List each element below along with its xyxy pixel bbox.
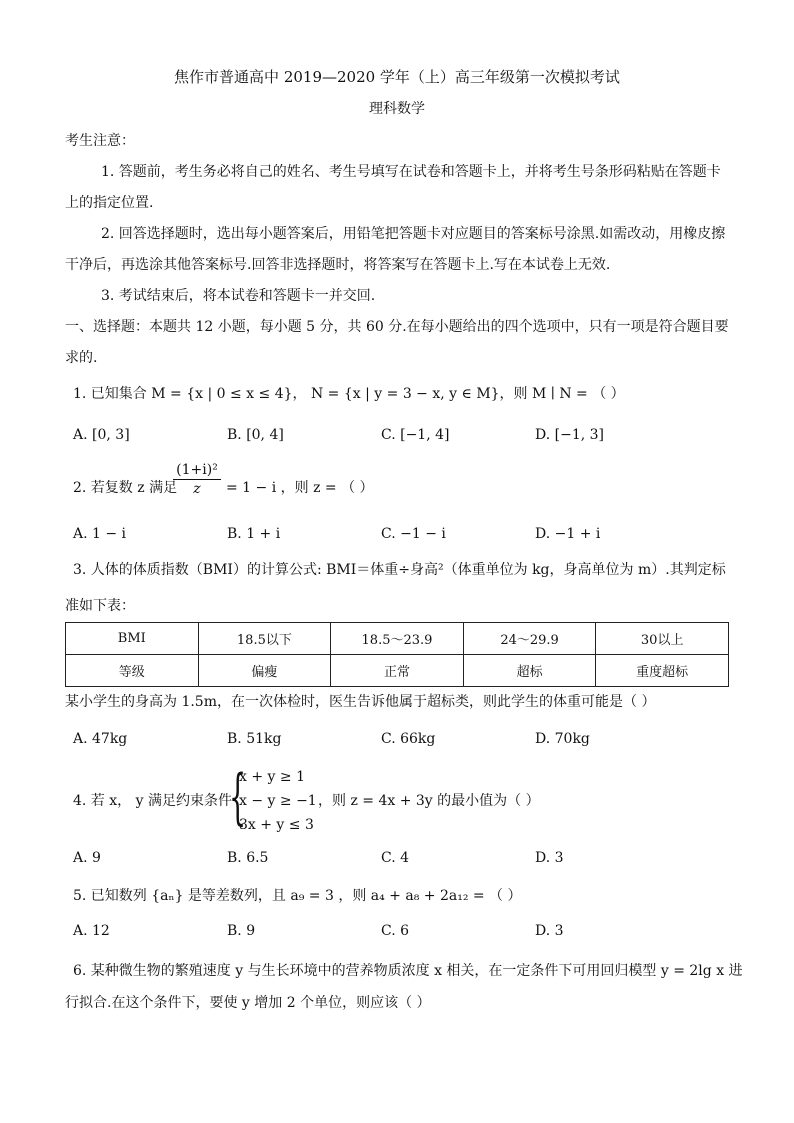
question-2-stem-prefix: 2. 若复数 z 满足 [73,480,178,496]
table-cell: 24～29.9 [463,623,596,655]
question-5-option-c: C. 6 [381,923,410,939]
question-5-option-d: D. 3 [535,923,564,939]
fraction-denominator: z [193,481,201,497]
question-1-stem: 1. 已知集合 M = {x | 0 ≤ x ≤ 4}， N = {x | y = 3 − x, y ∈ M}，则 M ∣ N = （ ） [73,386,625,402]
question-6-stem-line-1: 6. 某种微生物的繁殖速度 y 与生长环境中的营养物质浓度 x 相关，在一定条件下可用回归模型 y = 2lg x 进 [73,963,743,979]
question-2-option-a: A. 1 − i [73,526,127,542]
notice-item-3: 3. 考试结束后，将本试卷和答题卡一并交回. [101,288,376,304]
section-1-heading-line-1: 一、选择题：本题共 12 小题，每小题 5 分，共 60 分.在每小题给出的四个选项中，只有一项是符合题目要 [65,319,729,335]
question-2-stem-suffix: = 1 − i ，则 z = （ ） [226,480,374,496]
question-5-stem: 5. 已知数列 {aₙ} 是等差数列，且 a₉ = 3 ，则 a₄ + a₈ + 2a₁₂ = （ ） [73,888,522,904]
table-cell: 偏瘦 [198,655,331,687]
bmi-table [65,622,729,687]
question-5-option-a: A. 12 [73,923,110,939]
constraint-1: x + y ≥ 1 [239,769,305,785]
question-1-option-c: C. [−1, 4] [381,427,450,443]
table-cell: BMI [66,623,199,655]
fraction-numerator: (1+i)² [176,462,218,478]
notice-item-1-line-2: 上的指定位置. [65,195,154,211]
notice-item-2-line-1: 2. 回答选择题时，选出每小题答案后，用铅笔把答题卡对应题目的答案标号涂黑.如需改动，用橡皮擦 [101,226,726,242]
question-3-stem-line-2: 准如下表： [65,598,135,614]
question-1-option-d: D. [−1, 3] [535,427,604,443]
question-2-option-b: B. 1 + i [227,526,281,542]
question-3-option-b: B. 51kg [227,731,282,747]
table-cell: 等级 [66,655,199,687]
left-brace: { [229,762,247,832]
question-3-option-c: C. 66kg [381,731,436,747]
constraint-3: 3x + y ≤ 3 [239,817,314,833]
table-cell: 重度超标 [596,655,729,687]
question-4-option-d: D. 3 [535,850,564,866]
constraint-2: x − y ≥ −1 [239,793,317,809]
question-3-option-d: D. 70kg [535,731,590,747]
table-cell: 30以上 [596,623,729,655]
notice-item-2-line-2: 干净后，再选涂其他答案标号.回答非选择题时，将答案写在答题卡上.写在本试卷上无效. [65,257,611,273]
question-2-option-d: D. −1 + i [535,526,601,542]
exam-subtitle: 理科数学 [369,101,425,117]
question-5-option-b: B. 9 [227,923,256,939]
question-4-stem-suffix: ，则 z = 4x + 3y 的最小值为（ ） [318,793,540,809]
table-row [66,655,729,687]
question-4-option-a: A. 9 [73,850,101,866]
notice-heading: 考生注意： [65,133,135,149]
table-cell: 18.5～23.9 [331,623,464,655]
table-cell: 正常 [331,655,464,687]
notice-item-1-line-1: 1. 答题前，考生务必将自己的姓名、考生号填写在试卷和答题卡上，并将考生号条形码粘贴在答题卡 [101,164,721,180]
question-1-option-b: B. [0, 4] [227,427,284,443]
question-4-stem-prefix: 4. 若 x， y 满足约束条件 [73,793,232,809]
question-3-stem-line-3: 某小学生的身高为 1.5m，在一次体检时，医生告诉他属于超标类，则此学生的体重可能是（ ） [65,694,656,710]
question-4-option-c: C. 4 [381,850,410,866]
exam-title: 焦作市普通高中 2019—2020 学年（上）高三年级第一次模拟考试 [174,68,620,86]
question-3-stem-line-1: 3. 人体的体质指数（BMI）的计算公式: BMI＝体重÷身高²（体重单位为 kg，身高单位为 m）.其判定标 [73,562,726,578]
table-cell: 超标 [463,655,596,687]
question-3-option-a: A. 47kg [73,731,128,747]
question-2-fraction [170,462,224,497]
fraction-bar [173,479,221,480]
section-1-heading-line-2: 求的. [65,350,98,366]
question-6-stem-line-2: 行拟合.在这个条件下，要使 y 增加 2 个单位，则应该（ ） [65,995,431,1011]
question-4-option-b: B. 6.5 [227,850,269,866]
question-2-option-c: C. −1 − i [381,526,446,542]
table-cell: 18.5以下 [198,623,331,655]
table-row [66,623,729,655]
question-1-option-a: A. [0, 3] [73,427,130,443]
